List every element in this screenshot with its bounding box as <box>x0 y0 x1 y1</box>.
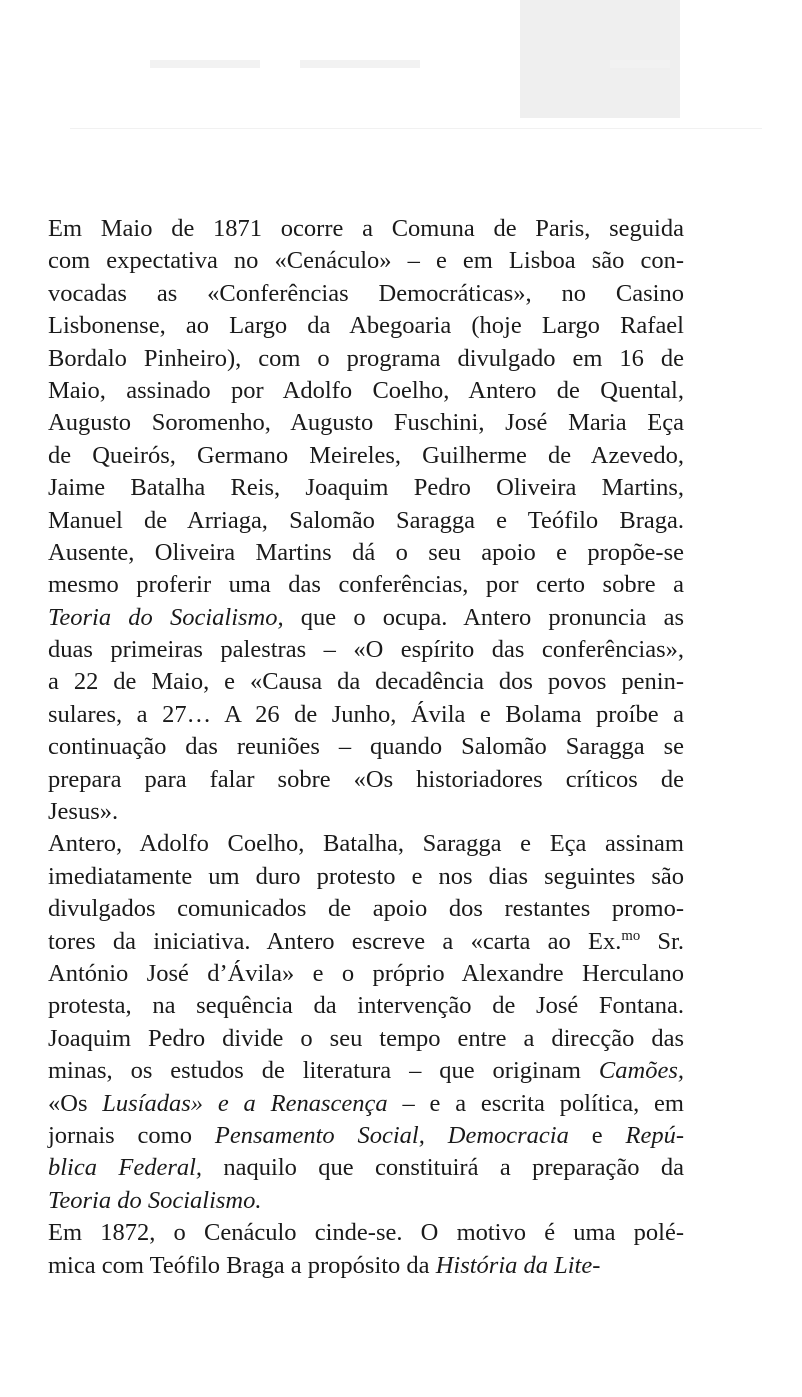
text-segment: sulares, a 27… A 26 de Junho, Ávila e Bolama proíbe a <box>48 700 684 728</box>
paragraph <box>48 213 684 828</box>
text-line <box>48 699 684 731</box>
text-segment: Jesus». <box>48 798 119 826</box>
text-line <box>48 731 684 763</box>
text-line <box>48 602 684 634</box>
text-segment: minas, os estudos de literatura – que originam <box>48 1057 599 1085</box>
text-line <box>48 1088 684 1120</box>
text-segment: Lisbonense, ao Largo da Abegoaria (hoje Largo Rafael <box>48 312 684 340</box>
text-line <box>48 666 684 698</box>
text-segment: prepara para falar sobre «Os historiadores críticos de <box>48 765 684 793</box>
text-segment: divulgados comunicados de apoio dos restantes promo- <box>48 895 684 923</box>
text-line <box>48 1250 684 1282</box>
text-segment: a 22 de Maio, e «Causa da decadência dos povos penin- <box>48 668 684 696</box>
italic-text: blica Federal, <box>48 1154 203 1182</box>
text-segment: Augusto Soromenho, Augusto Fuschini, José Maria Eça <box>48 409 684 437</box>
text-segment: naquilo que constituirá a preparação da <box>202 1154 685 1182</box>
paragraph <box>48 1217 684 1282</box>
text-line <box>48 245 684 277</box>
text-segment: mo <box>621 927 641 944</box>
text-segment: Bordalo Pinheiro), com o programa divulgado em 16 de <box>48 344 684 372</box>
text-line <box>48 796 684 828</box>
italic-text: Lusíadas» e a Renascença <box>102 1089 388 1117</box>
text-segment: protesta, na sequência da intervenção de José Fontana. <box>48 992 684 1020</box>
text-segment: e <box>568 1121 626 1149</box>
text-line <box>48 1217 684 1249</box>
text-line <box>48 278 684 310</box>
text-line <box>48 926 684 958</box>
page-body-text <box>48 213 684 1282</box>
text-segment: Antero, Adolfo Coelho, Batalha, Saragga e Eça assinam <box>48 830 684 858</box>
text-segment: jornais como <box>48 1121 215 1149</box>
text-line <box>48 1185 684 1217</box>
text-line <box>48 828 684 860</box>
text-line <box>48 407 684 439</box>
text-line <box>48 1120 684 1152</box>
text-segment: Em 1872, o Cenáculo cinde-se. O motivo é uma polé- <box>48 1219 684 1247</box>
text-segment: vocadas as «Conferências Democráticas», no Casino <box>48 279 684 307</box>
text-segment: António José d’Ávila» e o próprio Alexandre Herculano <box>48 959 684 987</box>
paragraph <box>48 828 684 1217</box>
show-through-background <box>0 0 802 180</box>
text-segment: tores da iniciativa. Antero escreve a «carta ao Ex. <box>48 927 622 955</box>
text-line <box>48 375 684 407</box>
text-line <box>48 472 684 504</box>
text-segment: «Os <box>48 1089 103 1117</box>
italic-text: Teoria do Socialismo, <box>48 603 284 631</box>
text-line <box>48 634 684 666</box>
text-line <box>48 569 684 601</box>
text-segment: Jaime Batalha Reis, Joaquim Pedro Oliveira Martins, <box>48 474 684 502</box>
italic-text: Teoria do Socialismo. <box>48 1186 262 1214</box>
text-line <box>48 958 684 990</box>
text-segment: Maio, assinado por Adolfo Coelho, Antero de Quental, <box>48 376 684 404</box>
text-segment: Joaquim Pedro divide o seu tempo entre a direcção das <box>48 1024 684 1052</box>
text-segment: mica com Teófilo Braga a propósito da <box>48 1251 436 1279</box>
text-segment: que o ocupa. Antero pronuncia as <box>283 603 684 631</box>
text-line <box>48 213 684 245</box>
italic-text: Repú- <box>625 1121 684 1149</box>
text-line <box>48 861 684 893</box>
text-segment: duas primeiras palestras – «O espírito das conferências», <box>48 636 684 664</box>
text-line <box>48 1152 684 1184</box>
text-segment: imediatamente um duro protesto e nos dias seguintes são <box>48 862 684 890</box>
show-through-text <box>150 60 260 68</box>
text-line <box>48 893 684 925</box>
show-through-text <box>610 60 670 68</box>
text-line <box>48 310 684 342</box>
show-through-block <box>520 0 680 118</box>
text-line <box>48 343 684 375</box>
show-through-rule <box>70 128 762 129</box>
text-line <box>48 537 684 569</box>
text-line <box>48 764 684 796</box>
text-segment: com expectativa no «Cenáculo» – e em Lisboa são con- <box>48 247 684 275</box>
text-line <box>48 505 684 537</box>
text-line <box>48 990 684 1022</box>
italic-text: Camões, <box>598 1057 684 1085</box>
italic-text: Pensamento Social, Democracia <box>214 1121 569 1149</box>
show-through-text <box>300 60 420 68</box>
text-line <box>48 440 684 472</box>
text-segment: Em Maio de 1871 ocorre a Comuna de Paris, seguida <box>48 215 684 242</box>
italic-text: História da Lite- <box>435 1251 601 1279</box>
text-segment: mesmo proferir uma das conferências, por certo sobre a <box>48 571 684 599</box>
text-segment: continuação das reuniões – quando Salomão Saragga se <box>48 733 684 761</box>
text-segment: Ausente, Oliveira Martins dá o seu apoio e propõe-se <box>48 538 684 566</box>
text-segment: de Queirós, Germano Meireles, Guilherme de Azevedo, <box>48 441 684 469</box>
text-segment: Sr. <box>640 927 684 955</box>
text-segment: – e a escrita política, em <box>387 1089 684 1117</box>
text-line <box>48 1055 684 1087</box>
text-line <box>48 1023 684 1055</box>
text-segment: Manuel de Arriaga, Salomão Saragga e Teófilo Braga. <box>48 506 684 534</box>
